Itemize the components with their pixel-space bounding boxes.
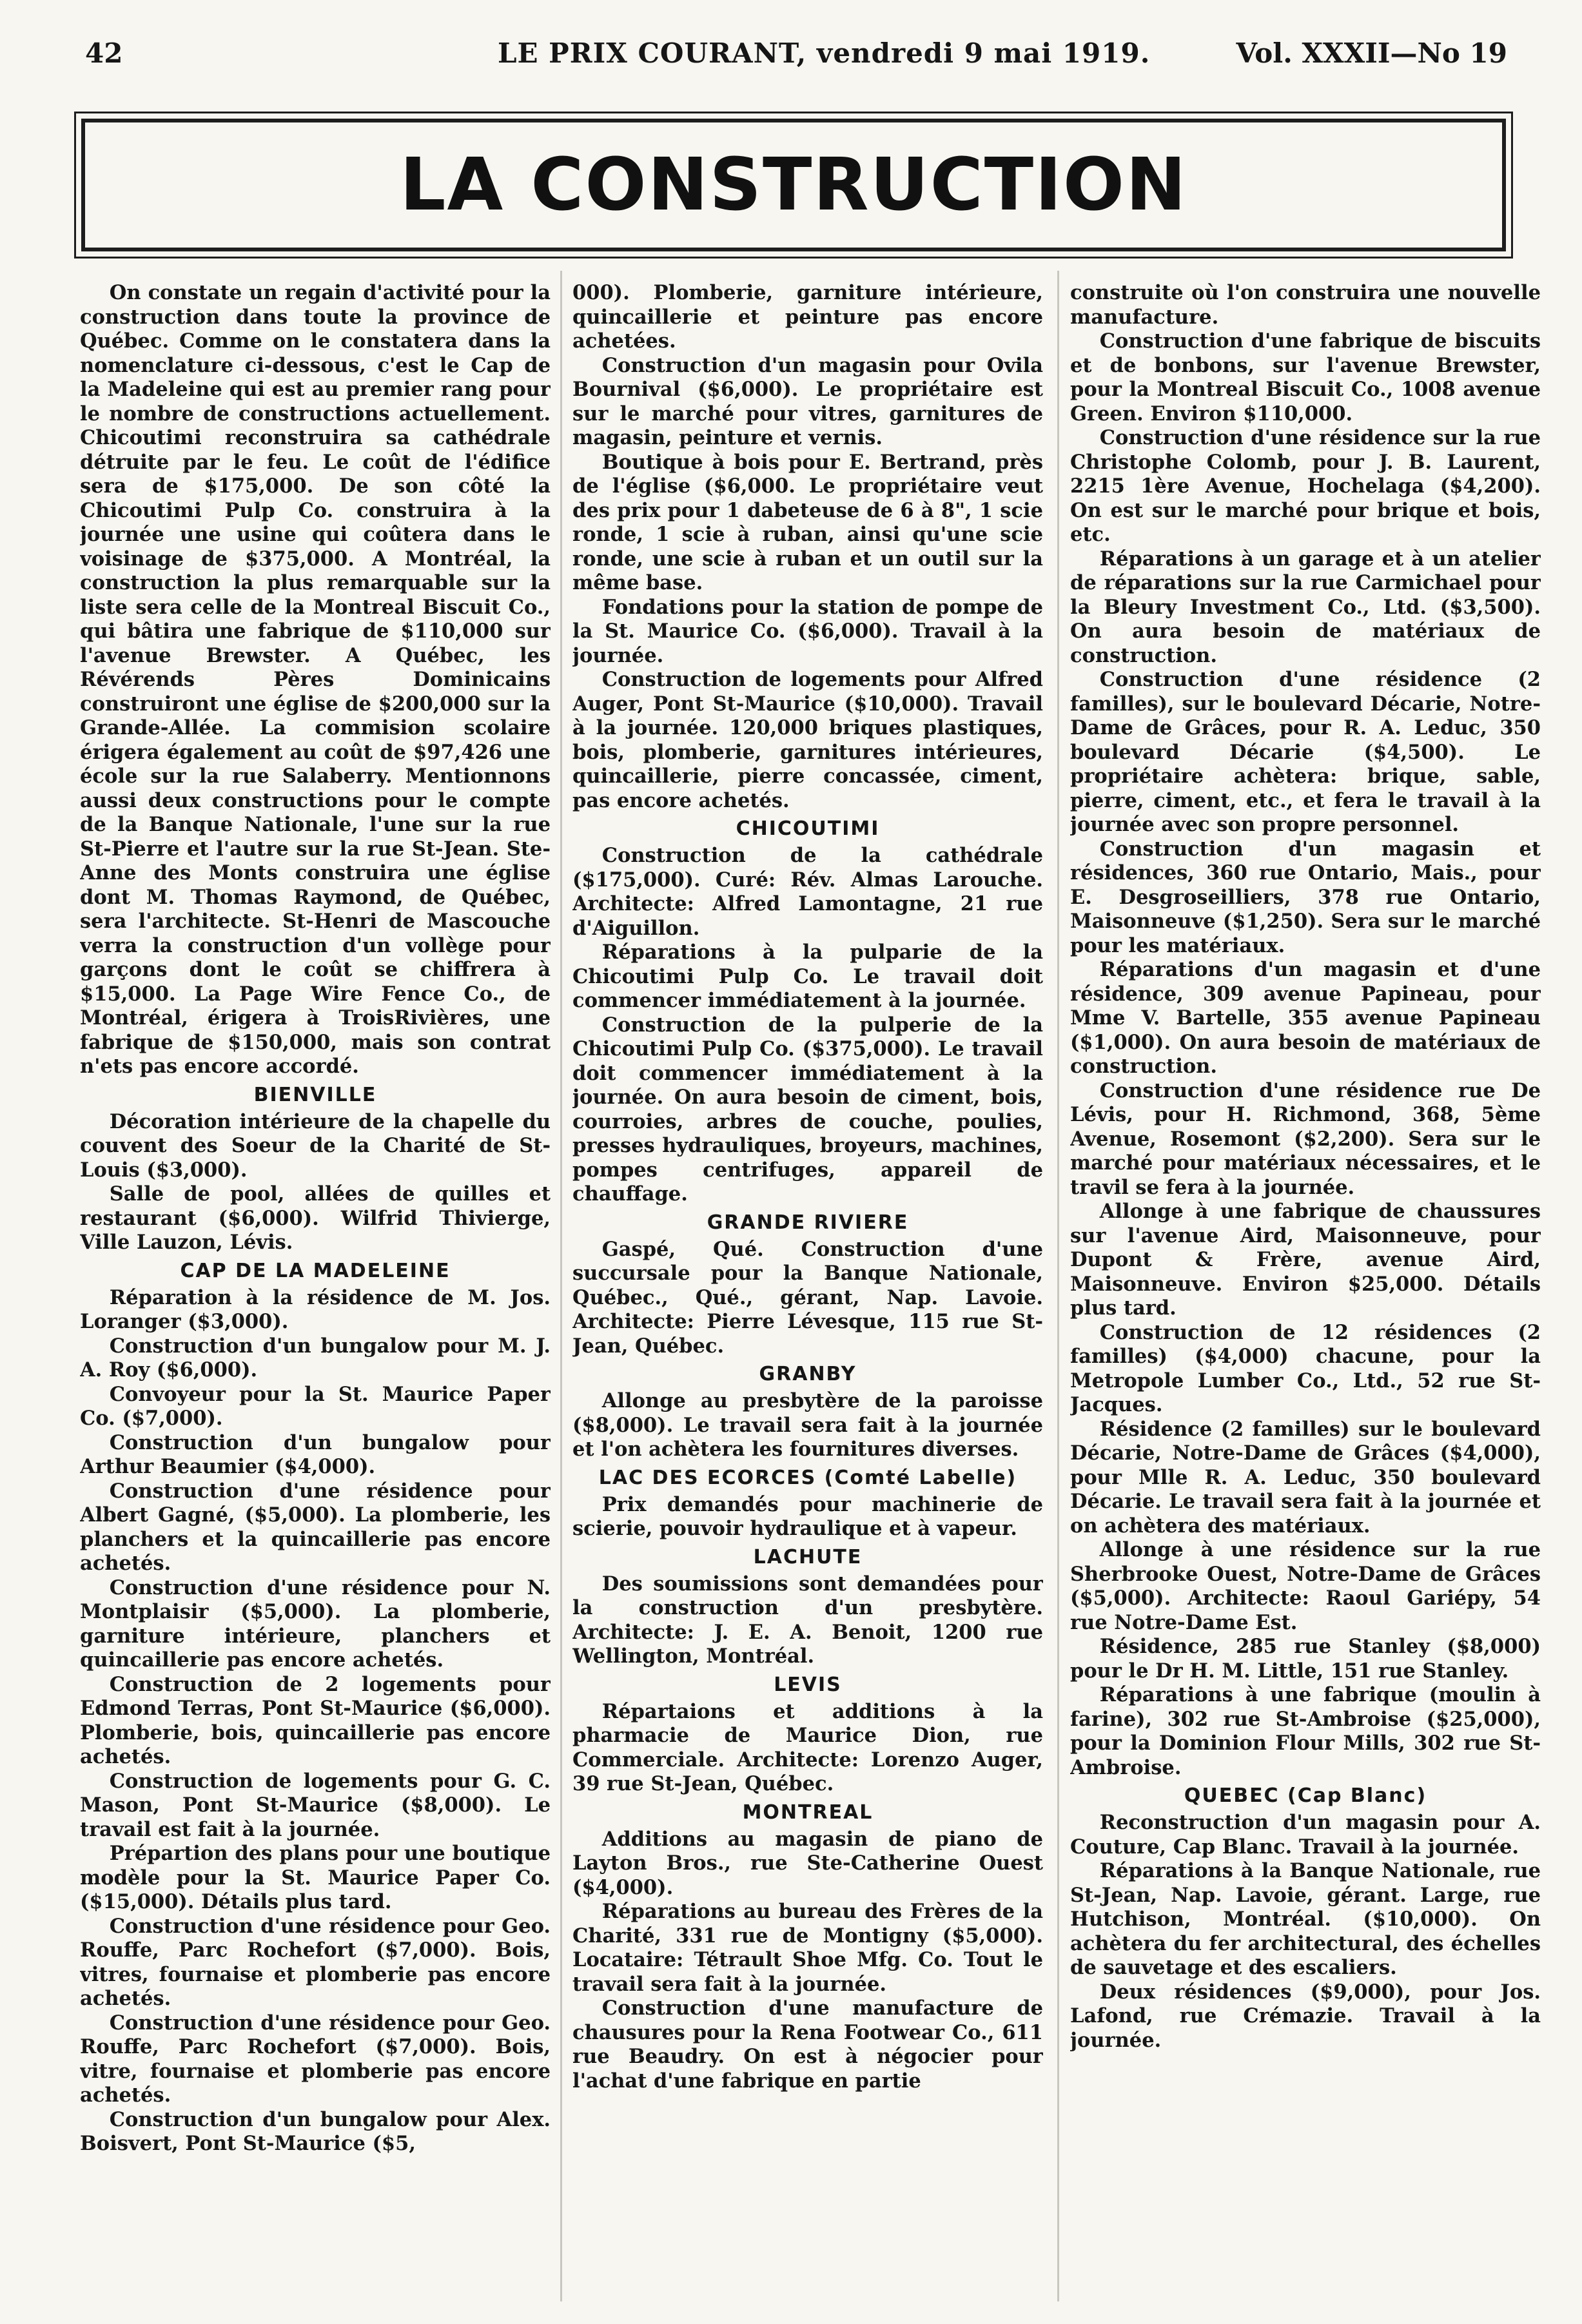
- item: Salle de pool, allées de quilles et restaurant ($6,000). Wilfrid Thivierge, Ville Lauzon, Lévis.: [80, 1182, 551, 1254]
- item: Résidence, 285 rue Stanley ($8,000) pour le Dr H. M. Little, 151 rue Stanley.: [1070, 1635, 1541, 1683]
- item: Construction d'une résidence sur la rue Christophe Colomb, pour J. B. Laurent, 2215 1ère Avenue, Hochelaga ($4,200). On est sur le marché pour brique et bois, etc.: [1070, 426, 1541, 546]
- item: Résidence (2 familles) sur le boulevard Décarie, Notre-Dame de Grâces ($4,000), pour Mlle R. A. Leduc, 350 boulevard Décarie. Le travail sera fait à la journée et on achètera des matériaux.: [1070, 1417, 1541, 1538]
- item: Construction de la pulperie de la Chicoutimi Pulp Co. ($375,000). Le travail doit commencer immédiatement à la journée. On aura besoin de ciment, bois, courroies, arbres de couche, poulies, presses hydrauliques, broyeurs, machines, pompes centrifuges, appareil de chauffage.: [572, 1013, 1043, 1206]
- item: Réparations à une fabrique (moulin à farine), 302 rue St-Ambroise ($25,000), pour la Dominion Flour Mills, 302 rue St-Ambroise.: [1070, 1683, 1541, 1779]
- item: Prépartion des plans pour une boutique modèle pour la St. Maurice Paper Co. ($15,000). Détails plus tard.: [80, 1842, 551, 1913]
- page-header: [80, 37, 1507, 76]
- heading-chicoutimi: CHICOUTIMI: [736, 817, 880, 840]
- item: Construction d'un magasin et résidences, 360 rue Ontario, Mais., pour E. Desgroseilliers, 378 rue Ontario, Maisonneuve ($1,250). Sera sur le marché pour les matériaux.: [1070, 837, 1541, 957]
- item: Construction d'un bungalow pour Alex. Boisvert, Pont St-Maurice ($5,: [80, 2107, 551, 2155]
- page-number: 42: [85, 37, 123, 69]
- volume-number: Vol. XXXII—No 19: [1236, 37, 1507, 69]
- item: Construction d'une résidence (2 familles), sur le boulevard Décarie, Notre-Dame de Grâces, pour R. A. Leduc, 350 boulevard Décarie ($4,500). Le propriétaire achètera: brique, sable, pierre, ciment, etc., et fera le travail à la journée avec son propre personnel.: [1070, 668, 1541, 836]
- item: Allonge au presbytère de la paroisse ($8,000). Le travail sera fait à la journée et l'on achètera les fournitures diverses.: [572, 1389, 1043, 1461]
- item: Prix demandés pour machinerie de scierie, pouvoir hydraulique et à vapeur.: [572, 1492, 1043, 1540]
- column-1: [80, 281, 551, 2299]
- item: Construction d'un bungalow pour M. J. A. Roy ($6,000).: [80, 1334, 551, 1382]
- column-2: [572, 281, 1043, 2299]
- item: Construction d'une résidence pour Albert Gagné, ($5,000). La plomberie, les planchers et la quincaillerie pas encore achetés.: [80, 1479, 551, 1575]
- item: Réparations à la pulparie de la Chicoutimi Pulp Co. Le travail doit commencer immédiatement à la journée.: [572, 941, 1043, 1012]
- section-title: LA CONSTRUCTION: [400, 143, 1187, 227]
- item: Convoyeur pour la St. Maurice Paper Co. ($7,000).: [80, 1382, 551, 1430]
- heading-montreal: MONTREAL: [742, 1801, 874, 1824]
- item: Allonge à une fabrique de chaussures sur l'avenue Aird, Maisonneuve, pour Dupont & Frère, avenue Aird, Maisonneuve. Environ $25,000. Détails plus tard.: [1070, 1200, 1541, 1320]
- item: Construction d'un bungalow pour Arthur Beaumier ($4,000).: [80, 1431, 551, 1478]
- item: Réparations à la Banque Nationale, rue St-Jean, Nap. Lavoie, gérant. Large, rue Hutchison, Montréal. ($10,000). On achètera du fer architectural, des échelles de sauvetage et des escaliers.: [1070, 1859, 1541, 1979]
- heading-cap-de-la-madeleine: CAP DE LA MADELEINE: [180, 1259, 451, 1282]
- item-continued: 000). Plomberie, garniture intérieure, quincaillerie et peinture pas encore achetées.: [572, 281, 1043, 353]
- item: Additions au magasin de piano de Layton Bros., rue Ste-Catherine Ouest ($4,000).: [572, 1827, 1043, 1899]
- item: Construction d'une résidence rue De Lévis, pour H. Richmond, 368, 5ème Avenue, Rosemont ($2,200). Sera sur le marché pour matériaux nécessaires, et le travil se fera à la journée.: [1070, 1079, 1541, 1199]
- item: Construction de la cathédrale ($175,000). Curé: Rév. Almas Larouche. Architecte: Alfred Lamontagne, 21 rue d'Aiguillon.: [572, 844, 1043, 940]
- item: Construction d'une fabrique de biscuits et de bonbons, sur l'avenue Brewster, pour la Montreal Biscuit Co., 1008 avenue Green. Environ $110,000.: [1070, 329, 1541, 425]
- item: Construction de logements pour Alfred Auger, Pont St-Maurice ($10,000). Travail à la journée. 120,000 briques plastiques, bois, plomberie, garnitures intérieures, quincaillerie, pierre concassée, ciment, pas encore achetés.: [572, 668, 1043, 812]
- item: Construction d'une manufacture de chausures pour la Rena Footwear Co., 611 rue Beaudry. On est à négocier pour l'achat d'une fabrique en partie: [572, 1997, 1043, 2093]
- item: Répartaions et additions à la pharmacie de Maurice Dion, rue Commerciale. Architecte: Lorenzo Auger, 39 rue St-Jean, Québec.: [572, 1699, 1043, 1795]
- item: Construction d'une résidence pour N. Montplaisir ($5,000). La plomberie, garniture intérieure, planchers et quincaillerie pas encore achetés.: [80, 1576, 551, 1672]
- item: Gaspé, Qué. Construction d'une succursale pour la Banque Nationale, Québec., Qué., gérant, Nap. Lavoie. Architecte: Pierre Lévesque, 115 rue St-Jean, Québec.: [572, 1237, 1043, 1358]
- item: Décoration intérieure de la chapelle du couvent des Soeur de la Charité de St-Louis ($3,000).: [80, 1109, 551, 1182]
- heading-lac-des-ecorces: LAC DES ECORCES (Comté Labelle): [598, 1466, 1017, 1489]
- heading-grande-riviere: GRANDE RIVIERE: [707, 1211, 909, 1234]
- heading-quebec-cap-blanc: QUEBEC (Cap Blanc): [1184, 1784, 1427, 1807]
- heading-levis: LEVIS: [774, 1673, 842, 1696]
- item: Construction d'une résidence pour Geo. Rouffe, Parc Rochefort ($7,000). Bois, vitre, fournaise et plomberie pas encore achetés.: [80, 2011, 551, 2107]
- section-banner: [81, 119, 1506, 251]
- item: Construction de 12 résidences (2 familles) ($4,000) chacune, pour la Metropole Lumber Co., Ltd., 52 rue St-Jacques.: [1070, 1320, 1541, 1416]
- item: Réparations au bureau des Frères de la Charité, 331 rue de Montigny ($5,000). Locataire: Tétrault Shoe Mfg. Co. Tout le travail sera fait à la journée.: [572, 1900, 1043, 1996]
- column-divider: [1057, 271, 1059, 2301]
- item: Réparation à la résidence de M. Jos. Loranger ($3,000).: [80, 1285, 551, 1333]
- heading-lachute: LACHUTE: [753, 1545, 863, 1568]
- item: Allonge à une résidence sur la rue Sherbrooke Ouest, Notre-Dame de Grâces ($5,000). Architecte: Raoul Gariépy, 54 rue Notre-Dame Est.: [1070, 1538, 1541, 1634]
- publication-line: LE PRIX COURANT, vendredi 9 mai 1919.: [498, 37, 1151, 69]
- intro-paragraph: On constate un regain d'activité pour la construction dans toute la province de Québec. Comme on le constatera dans la nomenclature ci-dessous, c'est le Cap de la Madeleine qui est au premier rang pour le nombre de constructions actuellement. Chicoutimi reconstruira sa cathédrale détruite par le feu. Le coût de l'édifice sera de $175,000. De son côté la Chicoutimi Pulp Co. construira à la journée une usine qui coûtera dans le voisinage de $375,000. A Montréal, la construction la plus remarquable sur la liste sera celle de la Montreal Biscuit Co., qui bâtira une fabrique de $110,000 sur l'avenue Brewster. A Québec, les Révérends Pères Dominicains construiront une église de $200,000 sur la Grande-Allée. La commision scolaire érigera également au coût de $97,426 une école sur la rue Salaberry. Mentionnons aussi deux constructions pour le compte de la Banque Nationale, l'une sur la rue St-Pierre et l'autre sur la rue St-Jean. Ste-Anne des Monts construira une église dont M. Thomas Raymond, de Québec, sera l'architecte. St-Henri de Mascouche verra la construction d'un vollège pour garçons dont le coût se chiffrera à $15,000. La Page Wire Fence Co., de Montréal, érigera à TroisRivières, une fabrique de $150,000, mais son contrat n'ets pas encore accordé.: [80, 281, 551, 1078]
- item: Des soumissions sont demandées pour la construction d'un presbytère. Architecte: J. E. A. Benoit, 1200 rue Wellington, Montréal.: [572, 1572, 1043, 1668]
- item: Boutique à bois pour E. Bertrand, près de l'église ($6,000. Le propriétaire veut des prix pour 1 dabeteuse de 6 à 8", 1 scie ronde, 1 scie à ruban, ainsi qu'une scie ronde, une scie à ruban et un outil sur la même base.: [572, 450, 1043, 594]
- item: Construction d'un magasin pour Ovila Bournival ($6,000). Le propriétaire est sur le marché pour vitres, garnitures de magasin, peinture et vernis.: [572, 353, 1043, 449]
- item: Fondations pour la station de pompe de la St. Maurice Co. ($6,000). Travail à la journée.: [572, 595, 1043, 667]
- item: Reconstruction d'un magasin pour A. Couture, Cap Blanc. Travail à la journée.: [1070, 1811, 1541, 1859]
- item-continued: construite où l'on construira une nouvelle manufacture.: [1070, 281, 1541, 329]
- heading-bienville: BIENVILLE: [253, 1083, 377, 1106]
- item: Construction d'une résidence pour Geo. Rouffe, Parc Rochefort ($7,000). Bois, vitres, fournaise et plomberie pas encore achetés.: [80, 1914, 551, 2010]
- item: Réparations d'un magasin et d'une résidence, 309 avenue Papineau, pour Mme V. Bartelle, 355 avenue Papineau ($1,000). On aura besoin de matériaux de construction.: [1070, 958, 1541, 1078]
- column-3: [1070, 281, 1541, 2299]
- column-divider: [560, 271, 562, 2301]
- item: Réparations à un garage et à un atelier de réparations sur la rue Carmichael pour la Bleury Investment Co., Ltd. ($3,500). On aura besoin de matériaux de construction.: [1070, 547, 1541, 667]
- heading-granby: GRANBY: [759, 1363, 857, 1385]
- item: Construction de logements pour G. C. Mason, Pont St-Maurice ($8,000). Le travail est fait à la journée.: [80, 1769, 551, 1841]
- item: Deux résidences ($9,000), pour Jos. Lafond, rue Crémazie. Travail à la journée.: [1070, 1980, 1541, 2052]
- item: Construction de 2 logements pour Edmond Terras, Pont St-Maurice ($6,000). Plomberie, bois, quincaillerie pas encore achetés.: [80, 1672, 551, 1768]
